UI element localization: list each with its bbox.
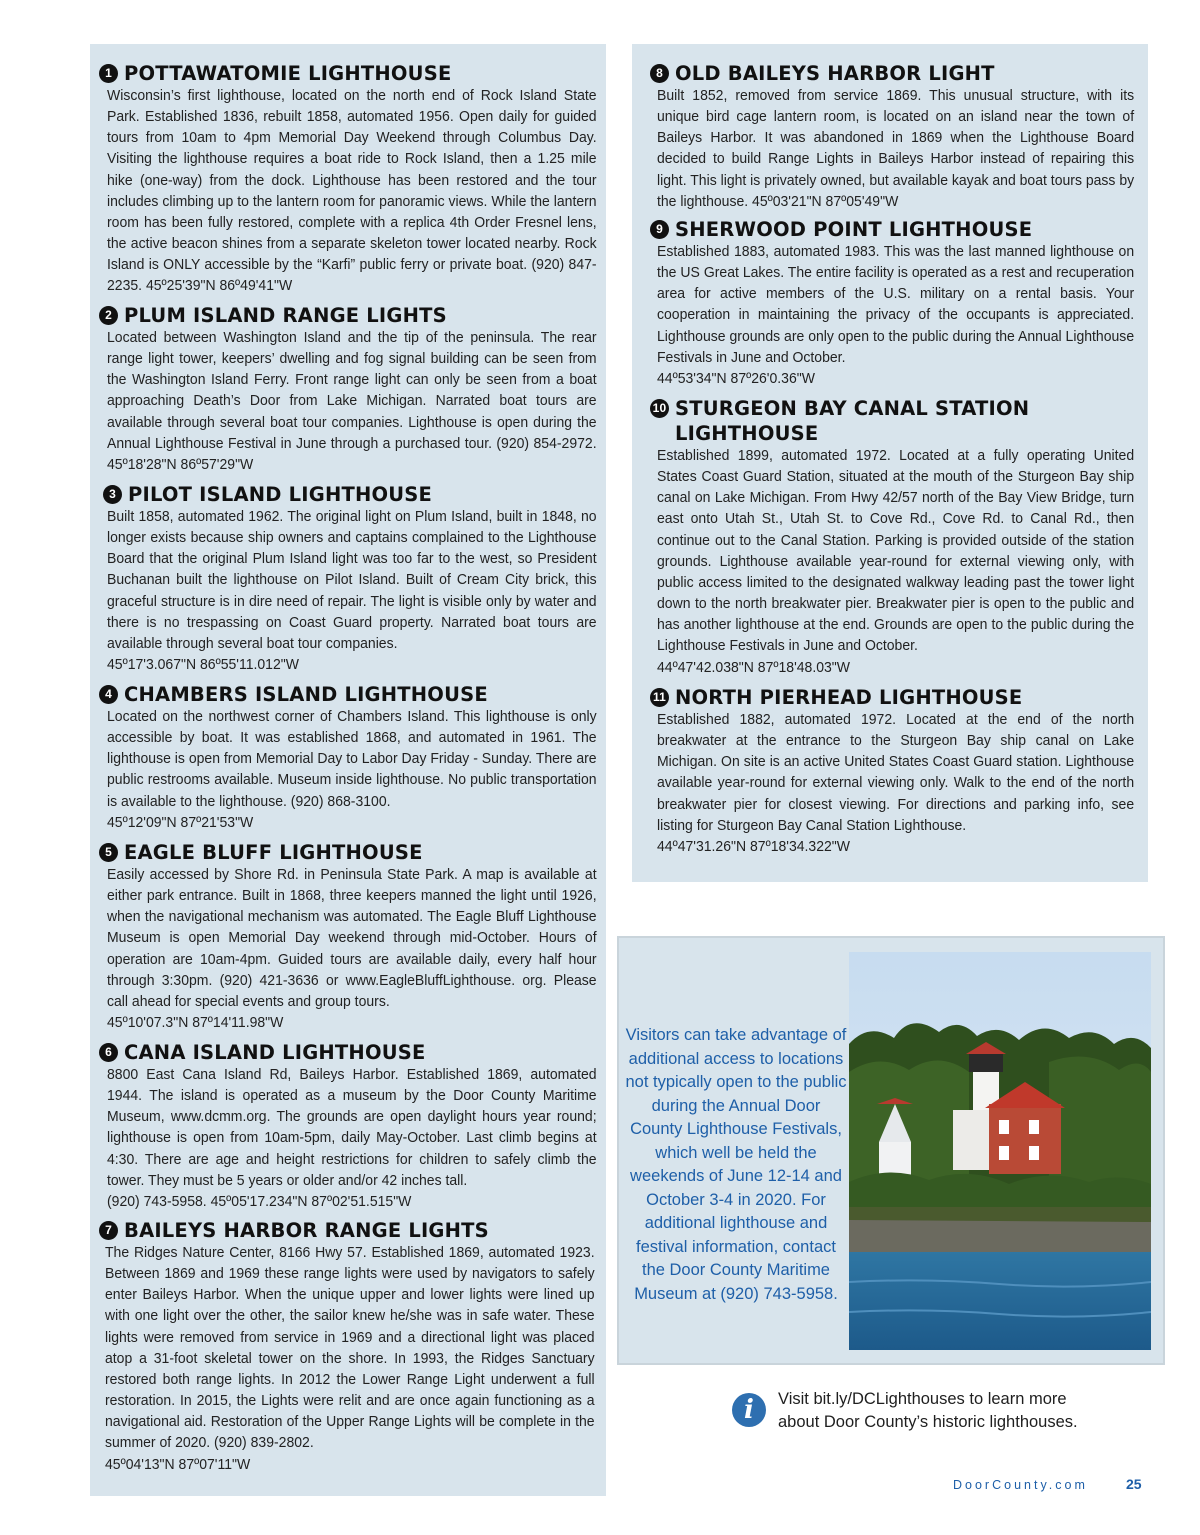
festival-caption: Visitors can take advantage of additional access to locations not typically open to the public during the Annual Door County Lighthouse Festivals, which well be held the weekends of June 12-14 and October 3-4 in 2020. For additional lighthouse and festival information, contact the Door County Maritime Museum at (920) 743-5958.: [625, 1026, 847, 1303]
info-line-2: about Door County’s historic lighthouses.: [778, 1413, 1078, 1431]
info-line-1: Visit bit.ly/DCLighthouses to learn more: [778, 1390, 1067, 1408]
entry-coordinates: 45º10'07.3"N 87º14'11.98"W: [107, 1015, 284, 1032]
info-callout: [732, 1388, 1162, 1448]
number-badge-1: 1: [99, 64, 118, 83]
number-badge-10: 10: [650, 399, 669, 418]
entry-title: STURGEON BAY CANAL STATION LIGHTHOUSE: [675, 397, 1030, 445]
entry-description: Easily accessed by Shore Rd. in Peninsula State Park. A map is available at either park entrance. Built in 1868, three keepers manned the light until 1926, when the navigational mechanism was automated. The Eagle Bluff Lighthouse Museum is open Memorial Day weekend through mid-October. Hours of operation are 10am-4pm. Guided tours are available daily, every half hour through 3:30pm. (920) 421-3636 or www.EagleBluffLighthouse. org. Please call ahead for special events and group tours. 45º10'07.3"N 87º14'11.98"W: [107, 865, 597, 1034]
entry-description: The Ridges Nature Center, 8166 Hwy 57. Established 1869, automated 1923. Between 1869 and 1969 these range lights were used by navigators to safely enter Baileys Harbor. When the unique upper and lower lights were lined up with one light over the other, the sailor knew he/she was in safe water. These lights were removed from service in 1969 and a directional light was placed atop a 31-foot skeletal tower on the shore. In 1993, the Ridges Sanctuary restored both range lights. In 2012 the Lower Range Light underwent a full restoration. In 2015, the Lights were relit and are once again functioning as a navigational aid. Restoration of the Upper Range Lights will be complete in the summer of 2020. (920) 839-2802. 45º04'13"N 87º07'11"W: [105, 1243, 595, 1476]
lighthouse-entry-7: [90, 1218, 606, 1476]
entry-description: Built 1852, removed from service 1869. This unusual structure, with its unique bird cage lantern room, is located on an island near the town of Baileys Harbor. It was abandoned in 1869 when the Lighthouse Board decided to build Range Lights in Baileys Harbor instead of repairing this light. This light is privately owned, but available kayak and boat tours pass by the lighthouse. 45º03'21"N 87º05'49"W: [657, 88, 1135, 210]
number-badge-11: 11: [650, 688, 669, 707]
lighthouse-entry-2: [90, 303, 606, 476]
entry-description: Located on the northwest corner of Chambers Island. This lighthouse is only accessible by boat. It was established 1868, and automated in 1961. The lighthouse is open from Memorial Day to Labor Day Friday - Sunday. There are public restrooms available. Museum inside lighthouse. No public transportation is available to the lighthouse. (920) 868-3100. 45º12'09"N 87º21'53"W: [107, 707, 597, 834]
info-icon: i: [732, 1393, 766, 1427]
number-badge-4: 4: [99, 685, 118, 704]
entry-title: EAGLE BLUFF LIGHTHOUSE: [124, 841, 423, 864]
number-badge-9: 9: [650, 220, 669, 239]
entry-description: Established 1882, automated 1972. Located at the end of the north breakwater at the entrance to the Sturgeon Bay ship canal on Lake Michigan. On site is an active United States Coast Guard station. Lighthouse available year-round for external viewing only. Walk to the end of the north breakwater pier for closest viewing. For directions and parking info, see listing for Sturgeon Bay Canal Station Lighthouse. 44º47'31.26"N 87º18'34.322"W: [657, 710, 1134, 858]
number-badge-6: 6: [99, 1043, 118, 1062]
entry-title: OLD BAILEYS HARBOR LIGHT: [675, 62, 995, 85]
info-text: [778, 1388, 1078, 1434]
entry-title: SHERWOOD POINT LIGHTHOUSE: [675, 218, 1033, 241]
lighthouse-entry-4: [90, 682, 606, 834]
entry-coordinates: (920) 743-5958. 45º05'17.234"N 87º02'51.515"W: [107, 1193, 412, 1210]
entry-description: Established 1883, automated 1983. This was the last manned lighthouse on the US Great Lakes. The entire facility is operated as a rest and recuperation area for active members of the U.S. military on a rental basis. Your cooperation in maintaining the privacy of the occupants is appreciated. Lighthouse grounds are only open to the public during the Annual Lighthouse Festivals in June and October. 44º53'34"N 87º26'0.36"W: [657, 242, 1134, 390]
festival-photo-box: [617, 936, 1165, 1365]
entry-title: CHAMBERS ISLAND LIGHTHOUSE: [124, 683, 488, 706]
number-badge-2: 2: [99, 306, 118, 325]
number-badge-8: 8: [650, 64, 669, 83]
lighthouse-entry-3: [90, 482, 606, 676]
entry-description: 8800 East Cana Island Rd, Baileys Harbor. Established 1869, automated 1944. The island is operated as a museum by the Door County Maritime Museum, www.dcmm.org. The grounds are open daylight hours year round; lighthouse is open from 10am-5pm, daily May-October. Last climb begins at 4:30. There are age and height restrictions for children to safely climb the tower. They must be 5 years or older and/or 42 inches tall. (920) 743-5958. 45º05'17.234"N 87º02'51.515"W: [107, 1065, 597, 1213]
lighthouse-entry-1: [90, 61, 606, 298]
lighthouse-entry-6: [90, 1040, 606, 1213]
entry-title: POTTAWATOMIE LIGHTHOUSE: [124, 62, 452, 85]
right-listings-panel: [632, 44, 1148, 882]
lighthouse-entry-5: [90, 840, 606, 1034]
left-listings-panel: [90, 44, 606, 1496]
entry-description: Wisconsin’s first lighthouse, located on the north end of Rock Island State Park. Established 1836, rebuilt 1858, automated 1956. Open daily for guided tours from 10am to 4pm Memorial Day Weekend through Columbus Day. Visiting the lighthouse requires a boat ride to Rock Island, then a 1.25 mile hike (one-way) from the dock. Lighthouse has been restored and the tour includes climbing up to the lantern room for panoramic views. While the lantern room has been fully restored, complete with a replica 4th Order Fresnel lens, the active beacon shines from a separate skeleton tower located nearby. Rock Island is ONLY accessible by the “Karfi” public ferry or private boat. (920) 847-2235. 45º25'39"N 86º49'41"W: [107, 88, 597, 295]
lighthouse-entry-9: [632, 217, 1148, 390]
footer-website: DoorCounty.com: [953, 1478, 1088, 1492]
entry-coordinates: 44º53'34"N 87º26'0.36"W: [657, 370, 815, 387]
entry-title: NORTH PIERHEAD LIGHTHOUSE: [675, 686, 1023, 709]
entry-coordinates: 44º47'42.038"N 87º18'48.03"W: [657, 659, 851, 676]
entry-title: CANA ISLAND LIGHTHOUSE: [124, 1041, 426, 1064]
entry-coordinates: 44º47'31.26"N 87º18'34.322"W: [657, 838, 851, 855]
entry-description: Built 1858, automated 1962. The original light on Plum Island, built in 1848, no longer exists because ship owners and captains complained to the Lighthouse Board that the original Plum Island light was too far to the west, so President Buchanan built the lighthouse on Pilot Island. Built of Cream City brick, this graceful structure is in dire need of repair. The light is visible only by water and there is no trespassing on Coast Guard property. Narrated boat tours are available through several boat tour companies. 45º17'3.067"N 86º55'11.012"W: [107, 507, 597, 676]
entry-coordinates: 45º12'09"N 87º21'53"W: [107, 814, 254, 831]
entry-coordinates: 45º17'3.067"N 86º55'11.012"W: [107, 657, 299, 674]
entry-coordinates: 45º04'13"N 87º07'11"W: [105, 1456, 251, 1473]
entry-description: Established 1899, automated 1972. Located at a fully operating United States Coast Guard Station, situated at the mouth of the Sturgeon Bay ship canal on Lake Michigan. From Hwy 42/57 north of the Bay View Bridge, turn east onto Utah St., Utah St. to Cove Rd., Cove Rd. to Canal Rd., then continue out to the Canal Station. Parking is provided outside of the station grounds. Lighthouse available year-round for external viewing only, with public access limited to the designated walkway leading past the tower light down to the north breakwater pier. Breakwater pier is open to the public and has another lighthouse at the end. Grounds are open to the public during the Lighthouse Festivals in June and October. 44º47'42.038"N 87º18'48.03"W: [657, 446, 1134, 679]
lighthouse-entry-10: [632, 396, 1148, 679]
number-badge-3: 3: [103, 485, 122, 504]
number-badge-7: 7: [99, 1221, 118, 1240]
entry-title: BAILEYS HARBOR RANGE LIGHTS: [124, 1219, 489, 1242]
entry-title: PILOT ISLAND LIGHTHOUSE: [128, 483, 433, 506]
page-number: 25: [1126, 1476, 1142, 1492]
lighthouse-photo: [849, 952, 1151, 1350]
lighthouse-entry-8: [632, 61, 1148, 213]
entry-title: PLUM ISLAND RANGE LIGHTS: [124, 304, 447, 327]
number-badge-5: 5: [99, 843, 118, 862]
entry-description: Located between Washington Island and the tip of the peninsula. The rear range light tower, keepers’ dwelling and fog signal building can be seen from the Washington Island Ferry. Front range light can only be seen from a boat approaching Death’s Door from Lake Michigan. Narrated boat tours are available through several boat tour companies. Lighthouse is open during the Annual Lighthouse Festival in June through a purchased tour. (920) 854-2972. 45º18'28"N 86º57'29"W: [107, 330, 597, 473]
lighthouse-entry-11: [632, 685, 1148, 858]
